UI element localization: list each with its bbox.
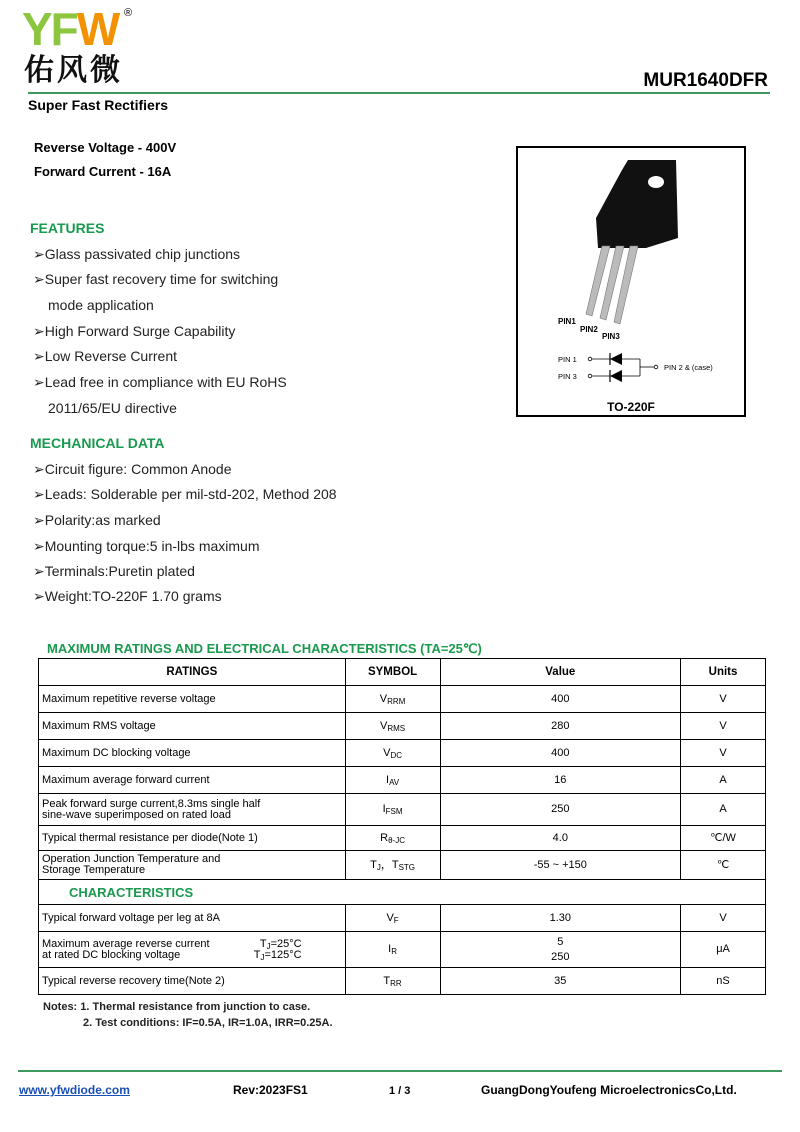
package-body xyxy=(596,160,678,248)
col-header-units: Units xyxy=(681,659,766,686)
mechanical-item: ➢Mounting torque:5 in-lbs maximum xyxy=(33,538,260,554)
schem-pin2-label: PIN 2 & (case) xyxy=(664,363,713,372)
mechanical-item: ➢Circuit figure: Common Anode xyxy=(33,461,232,477)
logo-chinese-name: 佑风微 xyxy=(24,53,123,88)
unit-cell: nS xyxy=(681,968,766,995)
rating-cell: Maximum repetitive reverse voltage xyxy=(39,686,346,713)
feature-item: ➢Low Reverse Current xyxy=(33,348,178,364)
table-row xyxy=(39,740,766,767)
table-row xyxy=(39,851,766,880)
rating-cell: Typical forward voltage per leg at 8A xyxy=(39,905,346,932)
unit-cell: A xyxy=(681,767,766,794)
feature-item: ➢Lead free in compliance with EU RoHS xyxy=(33,374,287,390)
rating-cell: Typical thermal resistance per diode(Note 1) xyxy=(39,826,346,851)
value-cell: 5 250 xyxy=(440,932,681,968)
header-divider xyxy=(28,92,770,94)
value-cell: 16 xyxy=(440,767,681,794)
note-2: 2. Test conditions: IF=0.5A, IR=1.0A, IRR=0.25A. xyxy=(83,1017,333,1029)
ratings-table xyxy=(38,658,766,995)
rating-cell: Operation Junction Temperature and Storage Temperature xyxy=(39,851,346,880)
mechanical-title: MECHANICAL DATA xyxy=(30,435,165,451)
unit-cell: A xyxy=(681,794,766,826)
value-cell: 280 xyxy=(440,713,681,740)
col-header-ratings: RATINGS xyxy=(39,659,346,686)
mechanical-item: ➢Terminals:Puretin plated xyxy=(33,563,195,579)
value-cell: -55 ~ +150 xyxy=(440,851,681,880)
symbol-cell: $V_F$ xyxy=(345,905,440,932)
value-cell: 35 xyxy=(440,968,681,995)
part-number: MUR1640DFR xyxy=(643,70,768,91)
pin2-label: PIN2 xyxy=(580,325,598,334)
feature-item: ➢Glass passivated chip junctions xyxy=(33,246,241,262)
table-row xyxy=(39,794,766,826)
features-title: FEATURES xyxy=(30,220,105,236)
unit-cell: V xyxy=(681,740,766,767)
mechanical-item: ➢Weight:TO-220F 1.70 grams xyxy=(33,588,222,604)
col-header-value: Value xyxy=(440,659,681,686)
schem-node xyxy=(588,374,592,378)
symbol-cell: $I_{FSM}$ xyxy=(345,794,440,826)
doc-subtitle: Super Fast Rectifiers xyxy=(28,97,169,113)
table-row xyxy=(39,932,766,968)
condition-125c: $T_J=125^\circ C$ xyxy=(253,948,302,962)
value-cell: 400 xyxy=(440,686,681,713)
feature-item: mode application xyxy=(48,297,154,313)
rating-cell: Maximum DC blocking voltage xyxy=(39,740,346,767)
table-row xyxy=(39,968,766,995)
mounting-hole xyxy=(648,176,664,188)
unit-cell: V xyxy=(681,905,766,932)
unit-cell: ℃ xyxy=(681,851,766,880)
characteristics-section-row xyxy=(39,880,766,905)
package-drawing xyxy=(518,148,744,398)
footer-divider xyxy=(18,1070,782,1072)
table-row xyxy=(39,905,766,932)
mechanical-item: ➢Leads: Solderable per mil-std-202, Method 208 xyxy=(33,486,337,502)
unit-cell: V xyxy=(681,686,766,713)
table-row xyxy=(39,826,766,851)
symbol-cell: $I_R$ xyxy=(345,932,440,968)
schem-pin3-label: PIN 3 xyxy=(558,372,577,381)
value-cell: 1.30 xyxy=(440,905,681,932)
symbol-cell: $I_{AV}$ xyxy=(345,767,440,794)
feature-item: 2011/65/EU directive xyxy=(48,400,177,416)
reverse-voltage-spec: Reverse Voltage - 400V xyxy=(34,140,177,155)
company-logo xyxy=(22,3,119,55)
table-title: MAXIMUM RATINGS AND ELECTRICAL CHARACTERISTICS (TA=25℃) xyxy=(47,641,482,656)
symbol-cell: $T_J$，$T_{STG}$ xyxy=(345,851,440,880)
rating-cell: Peak forward surge current,8.3ms single half sine-wave superimposed on rated load xyxy=(39,794,346,826)
table-row xyxy=(39,767,766,794)
package-figure xyxy=(516,146,746,417)
schem-node xyxy=(654,365,658,369)
col-header-symbol: SYMBOL xyxy=(345,659,440,686)
symbol-cell: $T_{RR}$ xyxy=(345,968,440,995)
rating-cell: Typical reverse recovery time(Note 2) xyxy=(39,968,346,995)
schem-pin1-label: PIN 1 xyxy=(558,355,577,364)
feature-item: ➢Super fast recovery time for switching xyxy=(33,271,279,287)
company-name: GuangDongYoufeng MicroelectronicsCo,Ltd. xyxy=(481,1083,737,1097)
rating-cell: Maximum average forward current xyxy=(39,767,346,794)
pin1-label: PIN1 xyxy=(558,317,576,326)
revision: Rev:2023FS1 xyxy=(233,1083,308,1097)
characteristics-title: CHARACTERISTICS xyxy=(39,880,766,905)
logo-w: W xyxy=(76,3,119,55)
diode-symbol xyxy=(610,370,622,382)
page-number: 1 / 3 xyxy=(389,1085,411,1097)
package-name: TO-220F xyxy=(607,400,655,414)
registered-mark: ® xyxy=(124,7,133,19)
symbol-cell: $V_{RRM}$ xyxy=(345,686,440,713)
logo-yf: YF xyxy=(22,3,77,55)
pin3-label: PIN3 xyxy=(602,332,620,341)
mechanical-item: ➢Polarity:as marked xyxy=(33,512,161,528)
note-1: Notes: 1. Thermal resistance from junction to case. xyxy=(43,1001,311,1013)
rating-cell: Maximum RMS voltage xyxy=(39,713,346,740)
schem-node xyxy=(588,357,592,361)
website-link[interactable]: www.yfwdiode.com xyxy=(19,1083,130,1097)
value-cell: 250 xyxy=(440,794,681,826)
table-row xyxy=(39,686,766,713)
condition-25c: $T_J=25^\circ C$ xyxy=(259,937,302,951)
value-cell: 4.0 xyxy=(440,826,681,851)
symbol-cell: $R_{\theta-JC}$ xyxy=(345,826,440,851)
symbol-cell: $V_{DC}$ xyxy=(345,740,440,767)
value-cell: 400 xyxy=(440,740,681,767)
forward-current-spec: Forward Current - 16A xyxy=(34,164,172,179)
feature-item: ➢High Forward Surge Capability xyxy=(33,323,236,339)
rating-cell: Maximum average reverse current $T_J=25^\circ C$ at rated DC blocking voltage $T_J=125^\circ C$ xyxy=(39,932,346,968)
table-row xyxy=(39,713,766,740)
table-header-row xyxy=(39,659,766,686)
unit-cell: V xyxy=(681,713,766,740)
unit-cell: μA xyxy=(681,932,766,968)
symbol-cell: $V_{RMS}$ xyxy=(345,713,440,740)
unit-cell: ℃/W xyxy=(681,826,766,851)
diode-symbol xyxy=(610,353,622,365)
